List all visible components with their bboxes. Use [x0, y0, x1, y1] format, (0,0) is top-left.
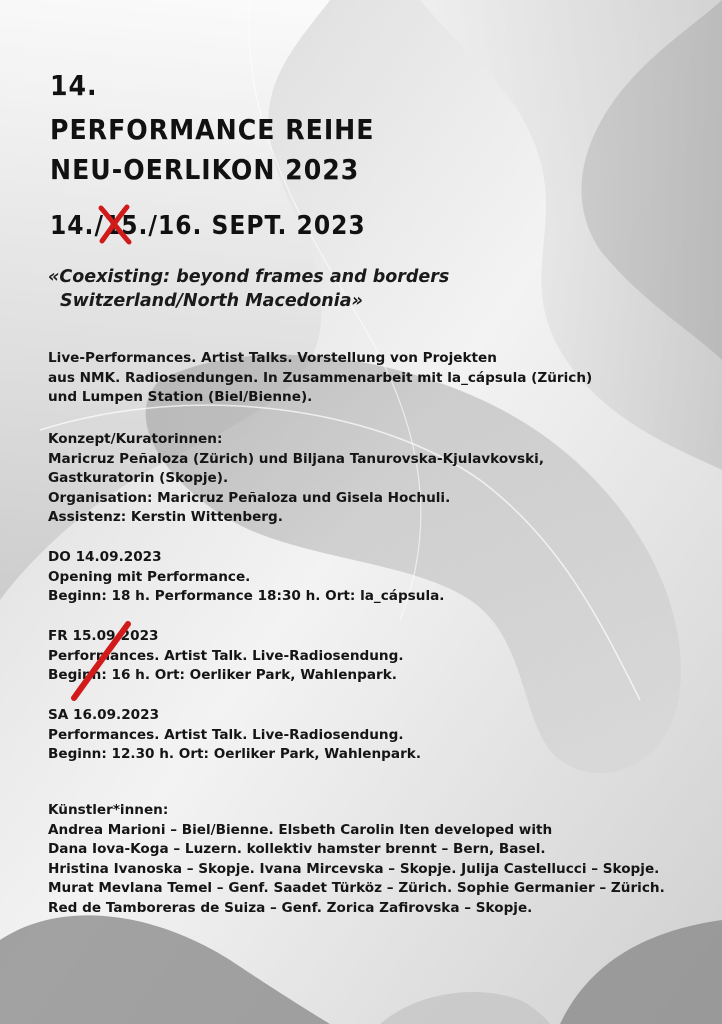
- red-strike-icon: [60, 620, 140, 702]
- credits-label: Konzept/Kuratorinnen:: [48, 431, 223, 447]
- artists-line: Andrea Marioni – Biel/Bienne. Elsbeth Carolin Iten developed with: [48, 821, 553, 838]
- dates-suffix: ./16. SEPT. 2023: [138, 211, 366, 241]
- day-program: Performances. Artist Talk. Live-Radiosendung.: [48, 726, 404, 743]
- day-date: SA 16.09.2023: [48, 707, 160, 723]
- heading-location-year: NEU-OERLIKON 2023: [50, 153, 360, 186]
- intro-line: aus NMK. Radiosendungen. In Zusammenarbeit mit la_cápsula (Zürich): [48, 369, 593, 386]
- red-cross-mark-icon: [98, 204, 132, 244]
- intro-line: Live-Performances. Artist Talks. Vorstellung von Projekten: [48, 350, 497, 366]
- day-time-location: Beginn: 16 h. Ort: Oerliker Park, Wahlenpark.: [48, 667, 397, 683]
- dates-prefix: 14./: [50, 211, 104, 241]
- day-thursday: [48, 548, 444, 607]
- artists-line: Red de Tamboreras de Suiza – Genf. Zorica Zafirovska – Skopje.: [48, 899, 533, 916]
- day-program: Performances. Artist Talk. Live-Radiosendung.: [48, 647, 404, 664]
- heading-series: PERFORMANCE REIHE: [50, 113, 375, 146]
- heading-edition: 14.: [50, 69, 98, 102]
- day-saturday: [48, 706, 421, 765]
- cancelled-date-text: 15: [103, 211, 139, 241]
- artists-line: Murat Mevlana Temel – Genf. Saadet Türköz – Zürich. Sophie Germanier – Zürich.: [48, 880, 665, 896]
- credits-line: Maricruz Peñaloza (Zürich) und Biljana Tanurovska-Kjulavkovski,: [48, 450, 544, 467]
- intro-line: und Lumpen Station (Biel/Bienne).: [48, 389, 313, 405]
- day-program: Opening mit Performance.: [48, 568, 251, 585]
- credits-line: Gastkuratorin (Skopje).: [48, 470, 229, 486]
- event-dates: [50, 206, 366, 246]
- day-date: DO 14.09.2023: [48, 549, 162, 565]
- day-time-location: Beginn: 12.30 h. Ort: Oerliker Park, Wahlenpark.: [48, 746, 421, 762]
- artists-line: Dana Iova-Koga – Luzern. kollektiv hamster brennt – Bern, Basel.: [48, 841, 546, 857]
- intro-paragraph: [48, 349, 592, 408]
- credits-paragraph: [48, 430, 544, 528]
- cancelled-date: [104, 206, 139, 246]
- event-motto: [48, 265, 449, 313]
- motto-line-2: Switzerland/North Macedonia»: [60, 291, 363, 311]
- day-date: FR 15.09.2023: [48, 628, 159, 644]
- motto-line-1: «Coexisting: beyond frames and borders: [48, 267, 450, 287]
- credits-line: Organisation: Maricruz Peñaloza und Gisela Hochuli.: [48, 489, 451, 506]
- day-time-location: Beginn: 18 h. Performance 18:30 h. Ort: la_cápsula.: [48, 588, 445, 604]
- artists-list: [48, 801, 665, 918]
- credits-line: Assistenz: Kerstin Wittenberg.: [48, 509, 283, 525]
- artists-label: Künstler*innen:: [48, 802, 169, 818]
- artists-line: Hristina Ivanoska – Skopje. Ivana Mircevska – Skopje. Julija Castellucci – Skopje.: [48, 860, 660, 877]
